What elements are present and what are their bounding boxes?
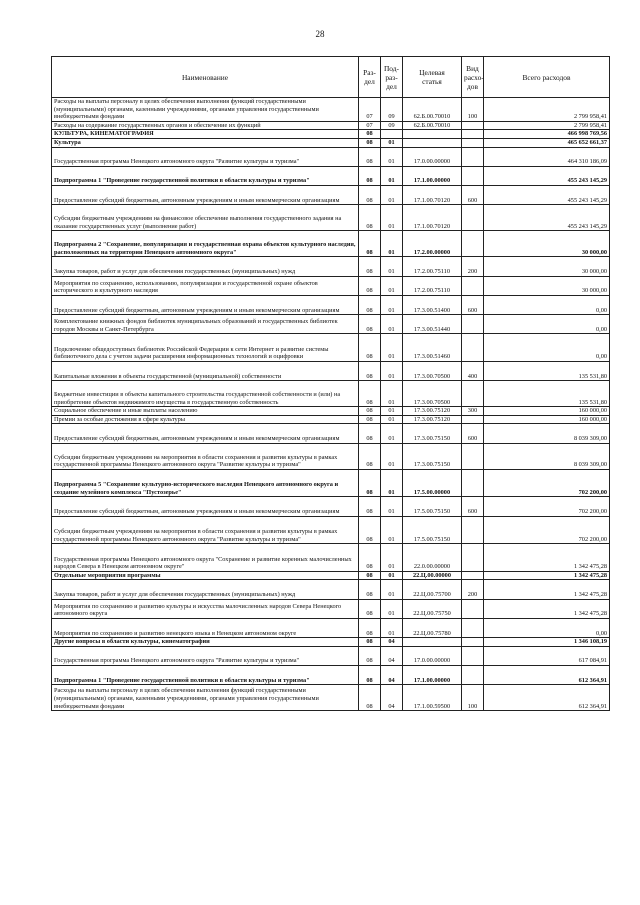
cell-razdel: 08 — [359, 424, 381, 443]
cell-total: 0,00 — [484, 295, 610, 314]
cell-target-article: 17.2.00.00000 — [403, 231, 462, 257]
cell-expense-type: 600 — [462, 295, 484, 314]
cell-name: Другие вопросы в области культуры, кинематографии — [52, 638, 359, 647]
cell-name: Подпрограмма 2 "Сохранение, популяризация и государственная охрана объектов культурного наследия, расположенных на территории Ненецкого автономного округа" — [52, 231, 359, 257]
cell-name: Субсидии бюджетным учреждениям на мероприятия в области сохранения и развития культуры в рамках государственной программы Ненецкого автономного округа "Развитие культуры и туризма" — [52, 516, 359, 544]
cell-razdel: 08 — [359, 138, 381, 147]
header-row — [52, 57, 610, 98]
cell-total: 1 342 475,28 — [484, 571, 610, 580]
table-row — [52, 138, 610, 147]
header-podrazdel: Под- раз- дел — [381, 57, 403, 98]
cell-target-article: 17.0.00.00000 — [403, 147, 462, 166]
cell-total: 466 998 769,56 — [484, 130, 610, 139]
cell-podrazdel: 01 — [381, 361, 403, 380]
cell-target-article: 17.5.00.00000 — [403, 469, 462, 497]
cell-name: Расходы на содержание государственных органов и обеспечение их функций — [52, 121, 359, 130]
cell-total: 0,00 — [484, 618, 610, 637]
cell-podrazdel: 01 — [381, 424, 403, 443]
table-row — [52, 638, 610, 647]
cell-razdel: 08 — [359, 646, 381, 665]
cell-name: Отдельные мероприятия программы — [52, 571, 359, 580]
cell-razdel: 08 — [359, 147, 381, 166]
table-row — [52, 276, 610, 295]
cell-expense-type: 600 — [462, 424, 484, 443]
cell-razdel: 07 — [359, 98, 381, 122]
cell-razdel: 08 — [359, 544, 381, 572]
cell-name: Предоставление субсидий бюджетным, автономным учреждениям и иным некоммерческим организациям — [52, 497, 359, 516]
cell-podrazdel: 01 — [381, 497, 403, 516]
cell-podrazdel: 01 — [381, 334, 403, 362]
cell-expense-type — [462, 618, 484, 637]
cell-target-article: 22.Ц.00.75750 — [403, 599, 462, 618]
header-expense-type: Вид расхо- дов — [462, 57, 484, 98]
cell-expense-type — [462, 205, 484, 231]
header-name: Наименование — [52, 57, 359, 98]
cell-total: 30 000,00 — [484, 257, 610, 276]
cell-total: 702 200,00 — [484, 497, 610, 516]
cell-name: Мероприятия по сохранению, использованию, популяризации и государственной охране объектов исторического и культурного наследия — [52, 276, 359, 295]
cell-target-article — [403, 130, 462, 139]
cell-podrazdel: 01 — [381, 469, 403, 497]
cell-total: 1 346 108,19 — [484, 638, 610, 647]
cell-podrazdel: 01 — [381, 544, 403, 572]
cell-expense-type — [462, 638, 484, 647]
cell-target-article — [403, 138, 462, 147]
cell-podrazdel: 01 — [381, 186, 403, 205]
table-row — [52, 516, 610, 544]
cell-expense-type — [462, 665, 484, 684]
cell-razdel: 08 — [359, 497, 381, 516]
table-row — [52, 497, 610, 516]
cell-target-article: 17.3.00.75150 — [403, 443, 462, 469]
cell-target-article: 62.Б.00.70010 — [403, 98, 462, 122]
cell-name: Государственная программа Ненецкого автономного округа "Развитие культуры и туризма" — [52, 147, 359, 166]
cell-target-article — [403, 638, 462, 647]
table-row — [52, 147, 610, 166]
cell-total: 455 243 145,29 — [484, 205, 610, 231]
cell-name: Мероприятия по сохранению и развитию культуры и искусства малочисленных народов Севера Ненецкого автономного округа — [52, 599, 359, 618]
cell-podrazdel: 04 — [381, 646, 403, 665]
cell-razdel: 08 — [359, 571, 381, 580]
cell-expense-type: 300 — [462, 407, 484, 416]
table-row — [52, 599, 610, 618]
cell-podrazdel: 01 — [381, 166, 403, 185]
cell-expense-type: 600 — [462, 497, 484, 516]
cell-target-article: 17.1.00.00000 — [403, 665, 462, 684]
table-row — [52, 361, 610, 380]
cell-razdel: 08 — [359, 295, 381, 314]
header-razdel: Раз- дел — [359, 57, 381, 98]
header-target-article: Целевая статья — [403, 57, 462, 98]
cell-razdel: 08 — [359, 685, 381, 711]
cell-total: 702 200,00 — [484, 469, 610, 497]
cell-podrazdel: 01 — [381, 599, 403, 618]
cell-razdel: 08 — [359, 315, 381, 334]
cell-target-article: 17.3.00.75120 — [403, 407, 462, 416]
cell-podrazdel: 01 — [381, 257, 403, 276]
cell-expense-type — [462, 469, 484, 497]
cell-name: Предоставление субсидий бюджетным, автономным учреждениям и иным некоммерческим организациям — [52, 424, 359, 443]
cell-target-article: 22.Ц.00.75700 — [403, 580, 462, 599]
cell-name: Субсидии бюджетным учреждениям на финансовое обеспечение выполнения государственного задания на оказание государственных услуг (выполнение работ) — [52, 205, 359, 231]
cell-target-article: 17.5.00.75150 — [403, 497, 462, 516]
table-row — [52, 685, 610, 711]
cell-expense-type — [462, 544, 484, 572]
cell-podrazdel: 01 — [381, 415, 403, 424]
table-row — [52, 121, 610, 130]
cell-total: 8 039 309,00 — [484, 443, 610, 469]
table-row — [52, 665, 610, 684]
table-row — [52, 646, 610, 665]
table-row — [52, 205, 610, 231]
cell-expense-type — [462, 516, 484, 544]
table-row — [52, 295, 610, 314]
cell-total: 135 531,80 — [484, 361, 610, 380]
cell-target-article: 17.3.00.75120 — [403, 415, 462, 424]
table-row — [52, 469, 610, 497]
cell-target-article: 17.3.00.70500 — [403, 361, 462, 380]
cell-podrazdel: 01 — [381, 516, 403, 544]
cell-razdel: 08 — [359, 516, 381, 544]
cell-expense-type: 100 — [462, 98, 484, 122]
table-row — [52, 231, 610, 257]
cell-total: 455 243 145,29 — [484, 166, 610, 185]
cell-expense-type — [462, 381, 484, 407]
table-row — [52, 315, 610, 334]
table-row — [52, 618, 610, 637]
cell-expense-type — [462, 599, 484, 618]
cell-razdel: 08 — [359, 638, 381, 647]
cell-total: 160 000,00 — [484, 415, 610, 424]
cell-expense-type — [462, 334, 484, 362]
cell-razdel: 08 — [359, 231, 381, 257]
cell-target-article: 17.3.00.51440 — [403, 315, 462, 334]
cell-podrazdel: 04 — [381, 665, 403, 684]
cell-razdel: 08 — [359, 443, 381, 469]
cell-total: 30 000,00 — [484, 276, 610, 295]
cell-expense-type — [462, 231, 484, 257]
cell-name: Расходы на выплаты персоналу в целях обеспечения выполнения функций государственными (муниципальными) органами, казенными учреждениями, органами управления государственными внебюджетными фондами — [52, 685, 359, 711]
table-row — [52, 544, 610, 572]
cell-total: 465 652 661,37 — [484, 138, 610, 147]
cell-target-article: 17.3.00.51400 — [403, 295, 462, 314]
cell-razdel: 08 — [359, 276, 381, 295]
cell-expense-type — [462, 443, 484, 469]
table-row — [52, 443, 610, 469]
cell-razdel: 08 — [359, 381, 381, 407]
cell-podrazdel: 01 — [381, 407, 403, 416]
cell-podrazdel: 01 — [381, 315, 403, 334]
cell-razdel: 08 — [359, 469, 381, 497]
cell-total: 160 000,00 — [484, 407, 610, 416]
table-row — [52, 580, 610, 599]
cell-name: Субсидии бюджетным учреждениям на мероприятия в области сохранения и развития культуры в рамках государственной программы Ненецкого автономного округа "Развитие культуры и туризма" — [52, 443, 359, 469]
cell-expense-type: 400 — [462, 361, 484, 380]
cell-name: Мероприятия по сохранению и развитию ненецкого языка в Ненецком автономном округе — [52, 618, 359, 637]
table-row — [52, 257, 610, 276]
cell-target-article: 17.2.00.75110 — [403, 276, 462, 295]
cell-name: Подключение общедоступных библиотек Российской Федерации к сети Интернет и развитие системы библиотечного дела с учетом задачи расширения информационных технологий и оцифровки — [52, 334, 359, 362]
cell-target-article: 17.1.00.59500 — [403, 685, 462, 711]
cell-expense-type — [462, 138, 484, 147]
cell-razdel: 08 — [359, 334, 381, 362]
cell-razdel: 08 — [359, 205, 381, 231]
cell-name: Закупка товаров, работ и услуг для обеспечения государственных (муниципальных) нужд — [52, 257, 359, 276]
table-row — [52, 381, 610, 407]
cell-name: Подпрограмма 1 "Проведение государственной политики в области культуры и туризма" — [52, 166, 359, 185]
table-row — [52, 415, 610, 424]
cell-razdel: 08 — [359, 166, 381, 185]
cell-podrazdel: 01 — [381, 205, 403, 231]
cell-razdel: 08 — [359, 257, 381, 276]
cell-podrazdel: 04 — [381, 638, 403, 647]
cell-name: Комплектование книжных фондов библиотек муниципальных образований и государственных библиотек городов Москвы и Санкт-Петербурга — [52, 315, 359, 334]
cell-podrazdel: 01 — [381, 571, 403, 580]
cell-razdel: 08 — [359, 580, 381, 599]
cell-target-article: 22.Ц.00.00000 — [403, 571, 462, 580]
cell-total: 0,00 — [484, 334, 610, 362]
cell-target-article: 62.Б.00.70010 — [403, 121, 462, 130]
cell-target-article: 17.0.00.00000 — [403, 646, 462, 665]
cell-expense-type — [462, 121, 484, 130]
cell-expense-type: 200 — [462, 580, 484, 599]
cell-target-article: 22.Ц.00.75780 — [403, 618, 462, 637]
cell-expense-type: 600 — [462, 186, 484, 205]
cell-target-article: 17.3.00.70500 — [403, 381, 462, 407]
cell-podrazdel: 01 — [381, 276, 403, 295]
cell-expense-type — [462, 315, 484, 334]
cell-podrazdel: 09 — [381, 98, 403, 122]
cell-podrazdel: 01 — [381, 443, 403, 469]
table-row — [52, 130, 610, 139]
table-row — [52, 334, 610, 362]
budget-table — [51, 56, 610, 711]
cell-podrazdel: 04 — [381, 685, 403, 711]
cell-name: Подпрограмма 5 "Сохранение культурно-исторического наследия Ненецкого автономного округа и создание музейного комплекса "Пустозерье" — [52, 469, 359, 497]
cell-name: Бюджетные инвестиции в объекты капитального строительства государственной собственности и (или) на приобретение объектов недвижимого имущества в государственную собственность — [52, 381, 359, 407]
cell-razdel: 08 — [359, 186, 381, 205]
cell-razdel: 08 — [359, 618, 381, 637]
cell-name: Предоставление субсидий бюджетным, автономным учреждениям и иным некоммерческим организациям — [52, 295, 359, 314]
cell-total: 2 799 958,41 — [484, 98, 610, 122]
cell-podrazdel: 09 — [381, 121, 403, 130]
cell-name: Капитальные вложения в объекты государственной (муниципальной) собственности — [52, 361, 359, 380]
cell-total: 1 342 475,28 — [484, 580, 610, 599]
table-row — [52, 407, 610, 416]
cell-razdel: 08 — [359, 665, 381, 684]
cell-target-article: 17.1.00.70120 — [403, 186, 462, 205]
cell-target-article: 17.3.00.51460 — [403, 334, 462, 362]
cell-total: 2 799 958,41 — [484, 121, 610, 130]
cell-target-article: 17.5.00.75150 — [403, 516, 462, 544]
cell-razdel: 08 — [359, 407, 381, 416]
cell-name: Культура — [52, 138, 359, 147]
cell-total: 135 531,80 — [484, 381, 610, 407]
cell-target-article: 17.3.00.75150 — [403, 424, 462, 443]
cell-name: Социальное обеспечение и иные выплаты населению — [52, 407, 359, 416]
page-number: 28 — [315, 29, 325, 39]
cell-name: Подпрограмма 1 "Проведение государственной политики в области культуры и туризма" — [52, 665, 359, 684]
table-row — [52, 186, 610, 205]
cell-podrazdel: 01 — [381, 147, 403, 166]
cell-podrazdel: 01 — [381, 231, 403, 257]
cell-name: Государственная программа Ненецкого автономного округа "Сохранение и развитие коренных малочисленных народов Севера в Ненецком автономном округе" — [52, 544, 359, 572]
cell-podrazdel: 01 — [381, 381, 403, 407]
table-row — [52, 98, 610, 122]
cell-expense-type — [462, 646, 484, 665]
cell-podrazdel: 01 — [381, 295, 403, 314]
cell-razdel: 07 — [359, 121, 381, 130]
cell-target-article: 22.0.00.00000 — [403, 544, 462, 572]
cell-total: 464 310 186,09 — [484, 147, 610, 166]
cell-expense-type: 100 — [462, 685, 484, 711]
cell-total: 30 000,00 — [484, 231, 610, 257]
cell-total: 702 200,00 — [484, 516, 610, 544]
cell-expense-type — [462, 130, 484, 139]
cell-expense-type — [462, 415, 484, 424]
cell-target-article: 17.2.00.75110 — [403, 257, 462, 276]
cell-name: Государственная программа Ненецкого автономного округа "Развитие культуры и туризма" — [52, 646, 359, 665]
cell-razdel: 08 — [359, 599, 381, 618]
cell-name: КУЛЬТУРА, КИНЕМАТОГРАФИЯ — [52, 130, 359, 139]
cell-podrazdel: 01 — [381, 138, 403, 147]
cell-total: 8 039 309,00 — [484, 424, 610, 443]
cell-expense-type — [462, 571, 484, 580]
table-body — [52, 98, 610, 711]
cell-podrazdel: 01 — [381, 580, 403, 599]
table-row — [52, 571, 610, 580]
cell-total: 1 342 475,28 — [484, 544, 610, 572]
cell-razdel: 08 — [359, 415, 381, 424]
cell-name: Закупка товаров, работ и услуг для обеспечения государственных (муниципальных) нужд — [52, 580, 359, 599]
cell-total: 455 243 145,29 — [484, 186, 610, 205]
cell-expense-type: 200 — [462, 257, 484, 276]
cell-podrazdel — [381, 130, 403, 139]
table-row — [52, 424, 610, 443]
cell-total: 0,00 — [484, 315, 610, 334]
cell-expense-type — [462, 276, 484, 295]
cell-total: 612 364,91 — [484, 685, 610, 711]
cell-razdel: 08 — [359, 130, 381, 139]
cell-total: 617 084,91 — [484, 646, 610, 665]
header-total: Всего расходов — [484, 57, 610, 98]
cell-podrazdel: 01 — [381, 618, 403, 637]
cell-total: 612 364,91 — [484, 665, 610, 684]
cell-name: Премии за особые достижения в сфере культуры — [52, 415, 359, 424]
cell-target-article: 17.1.00.00000 — [403, 166, 462, 185]
cell-expense-type — [462, 166, 484, 185]
cell-razdel: 08 — [359, 361, 381, 380]
cell-name: Расходы на выплаты персоналу в целях обеспечения выполнения функций государственными (муниципальными) органами, казенными учреждениями, органами управления государственными внебюджетными фондами — [52, 98, 359, 122]
cell-target-article: 17.1.00.70120 — [403, 205, 462, 231]
cell-total: 1 342 475,28 — [484, 599, 610, 618]
table-row — [52, 166, 610, 185]
cell-expense-type — [462, 147, 484, 166]
cell-name: Предоставление субсидий бюджетным, автономным учреждениям и иным некоммерческим организациям — [52, 186, 359, 205]
